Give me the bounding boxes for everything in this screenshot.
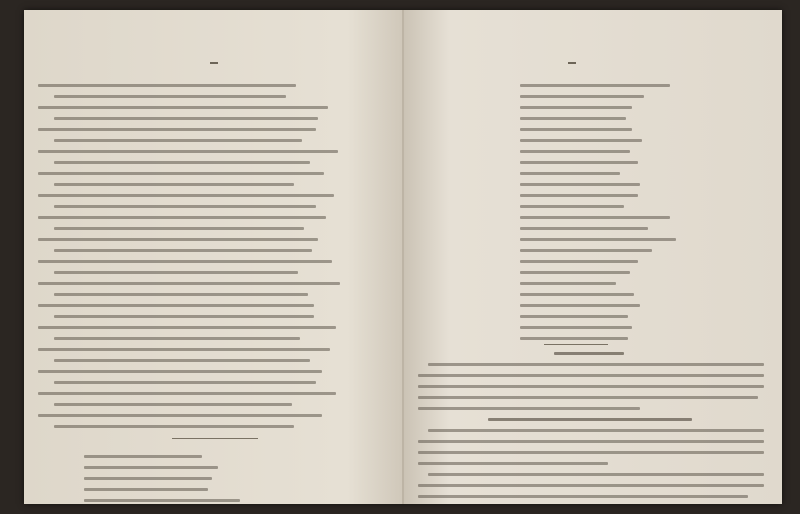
right-text-line: [418, 407, 640, 410]
right-text-line: [520, 139, 642, 142]
left-text-line: [54, 403, 292, 406]
right-subheading: [488, 418, 692, 421]
left-text-line: [54, 227, 304, 230]
left-page: [24, 10, 404, 504]
right-text-line: [418, 462, 608, 465]
left-text-line: [54, 425, 294, 428]
left-text-line: [54, 139, 302, 142]
left-section-rule: [172, 438, 258, 439]
left-text-line: [38, 370, 322, 373]
right-text-line: [520, 106, 632, 109]
left-text-line: [84, 477, 212, 480]
printed-sheet: [24, 10, 782, 504]
left-text-line: [38, 84, 296, 87]
left-text-line: [38, 260, 332, 263]
right-text-line: [418, 451, 764, 454]
right-text-line: [428, 429, 764, 432]
left-text-line: [38, 348, 330, 351]
right-text-line: [418, 385, 764, 388]
left-text-line: [54, 95, 286, 98]
left-text-line: [38, 414, 322, 417]
right-text-line: [520, 238, 676, 241]
right-page: [404, 10, 782, 504]
left-text-line: [54, 117, 318, 120]
right-text-line: [520, 315, 628, 318]
left-text-line: [38, 194, 334, 197]
left-text-line: [54, 183, 294, 186]
right-text-line: [520, 117, 626, 120]
left-text-line: [38, 304, 314, 307]
left-text-line: [38, 392, 336, 395]
right-text-line: [520, 183, 640, 186]
left-text-line: [38, 150, 338, 153]
left-text-line: [54, 381, 316, 384]
left-text-line: [38, 172, 324, 175]
right-text-line: [520, 216, 670, 219]
right-text-line: [520, 161, 638, 164]
right-text-line: [520, 194, 638, 197]
left-text-line: [54, 161, 310, 164]
right-text-line: [520, 326, 632, 329]
right-page-folio-mark: [568, 62, 576, 64]
right-text-line: [520, 249, 652, 252]
left-text-line: [38, 282, 340, 285]
left-text-line: [54, 359, 310, 362]
right-text-line: [520, 95, 644, 98]
right-text-line: [418, 440, 764, 443]
right-text-line: [418, 495, 748, 498]
right-text-line: [520, 172, 620, 175]
left-page-folio-mark: [210, 62, 218, 64]
left-text-line: [38, 216, 326, 219]
right-text-line: [418, 396, 758, 399]
left-text-line: [38, 106, 328, 109]
left-text-line: [54, 271, 298, 274]
right-text-line: [520, 282, 616, 285]
right-text-line: [520, 271, 630, 274]
right-section-rule: [544, 344, 608, 345]
right-text-line: [418, 374, 764, 377]
left-text-line: [84, 499, 240, 502]
right-text-line: [520, 205, 624, 208]
right-text-line: [520, 150, 630, 153]
left-text-line: [54, 315, 314, 318]
left-text-line: [38, 326, 336, 329]
right-text-line: [520, 260, 638, 263]
left-text-line: [38, 238, 318, 241]
left-text-line: [54, 337, 300, 340]
left-text-line: [84, 455, 202, 458]
left-text-line: [54, 205, 316, 208]
right-text-line: [520, 227, 648, 230]
right-text-line: [520, 337, 628, 340]
right-notice-heading: [554, 352, 624, 355]
right-text-line: [520, 84, 670, 87]
left-text-line: [38, 128, 316, 131]
left-text-line: [54, 249, 312, 252]
left-text-line: [54, 293, 308, 296]
right-text-line: [520, 293, 634, 296]
right-text-line: [428, 363, 764, 366]
left-text-line: [84, 488, 208, 491]
right-text-line: [428, 473, 764, 476]
right-text-line: [520, 128, 632, 131]
right-text-line: [418, 484, 764, 487]
right-text-line: [520, 304, 640, 307]
left-text-line: [84, 466, 218, 469]
